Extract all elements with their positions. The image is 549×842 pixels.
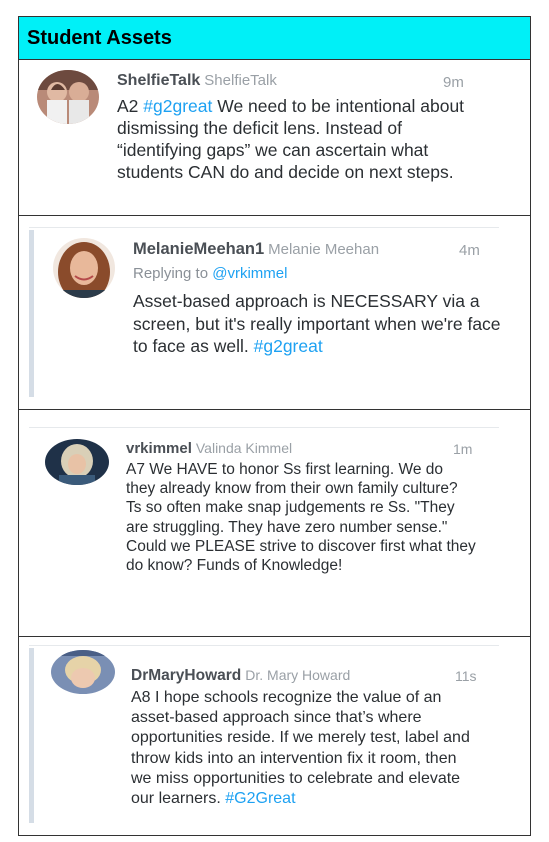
avatar[interactable] (45, 439, 109, 485)
tweet-shelfietalk[interactable] (19, 60, 530, 216)
username[interactable]: DrMaryHoward (131, 667, 242, 684)
student-assets-panel (18, 16, 531, 836)
tweet-text-part: We need to be intentional about dismissing the deficit lens. Instead of “identifying gaps” we can ascertain what students CAN do and decide on next steps. (117, 96, 465, 182)
timestamp: 4m (459, 242, 480, 259)
timestamp: 1m (453, 441, 473, 457)
divider (29, 645, 499, 646)
reply-label: Replying to (133, 265, 213, 282)
display-name: ShelfieTalk (204, 72, 277, 89)
tweet-text: A7 We HAVE to honor Ss first learning. We do they already know from their own family culture? Ts so often make snap judgements re Ss. "They are struggling. They have zero number sense." Could we PLEASE strive to discover first what they do know? Funds of Knowledge! (126, 461, 476, 575)
hashtag-link[interactable]: #g2great (253, 336, 323, 356)
avatar-photo-icon (45, 439, 109, 485)
avatar[interactable] (51, 650, 115, 694)
tweet-drmaryhoward[interactable] (19, 637, 530, 835)
tweet-text-part: A8 I hope schools recognize the value of an asset-based approach since that’s where opportunities reside. If we merely test, label and throw kids into an intervention fix it room, then we miss opportunities to celebrate and elevate our learners. (131, 689, 470, 808)
tweet-text (117, 95, 487, 183)
timestamp: 9m (443, 74, 464, 91)
tweet-author (133, 240, 379, 259)
divider (29, 227, 499, 228)
avatar-photo-icon (51, 650, 115, 694)
avatar[interactable] (37, 70, 99, 124)
tweet-text-part: Asset-based approach is NECESSARY via a screen, but it's really important when we're face to face as well. (133, 291, 501, 356)
tweet-text (131, 688, 481, 809)
timestamp: 11s (455, 668, 477, 684)
avatar-photo-icon (53, 238, 115, 298)
avatar[interactable] (53, 238, 115, 298)
tweet-text (133, 290, 503, 358)
divider (29, 427, 499, 428)
display-name: Melanie Meehan (268, 241, 380, 258)
hashtag-link[interactable]: #g2great (143, 96, 213, 116)
display-name: Valinda Kimmel (195, 440, 293, 456)
tweet-author (117, 72, 277, 90)
username[interactable]: vrkimmel (126, 440, 192, 457)
tweet-author (126, 440, 292, 457)
tweet-vrkimmel[interactable] (19, 410, 530, 637)
thread-line (29, 648, 34, 823)
avatar-photo-icon (37, 70, 99, 124)
tweet-melaniemeehan[interactable] (19, 216, 530, 410)
display-name: Dr. Mary Howard (245, 667, 351, 683)
reply-context (133, 265, 287, 282)
panel-header (19, 17, 530, 60)
tweet-author (131, 667, 350, 685)
tweet-text-part: A2 (117, 96, 144, 116)
hashtag-link[interactable]: #G2Great (225, 790, 296, 808)
panel-title: Student Assets (27, 26, 172, 49)
username[interactable]: MelanieMeehan1 (133, 240, 265, 258)
reply-handle-link[interactable]: @vrkimmel (212, 265, 288, 282)
username[interactable]: ShelfieTalk (117, 72, 201, 89)
thread-line (29, 230, 34, 397)
